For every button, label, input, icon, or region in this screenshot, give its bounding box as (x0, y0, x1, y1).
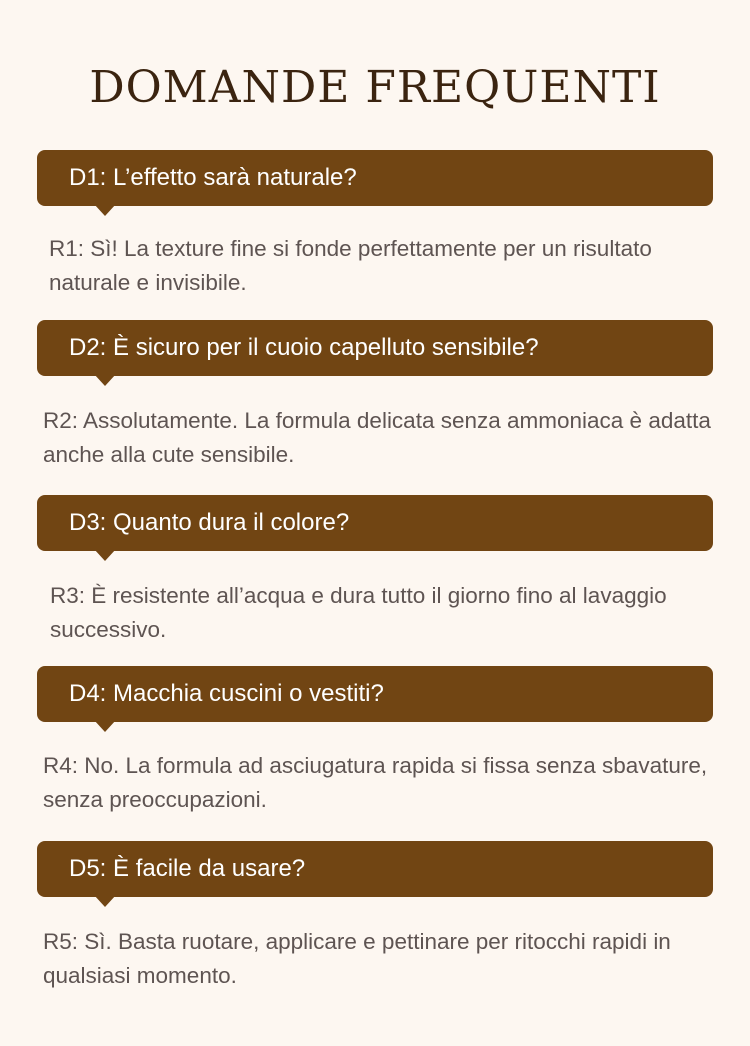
faq-answer-4: R4: No. La formula ad asciugatura rapida si fissa senza sbavature, senza preoccupazioni. (43, 753, 708, 812)
faq-question-4[interactable]: D4: Macchia cuscini o vestiti? (37, 666, 713, 722)
faq-answer-3: R3: È resistente all’acqua e dura tutto il giorno fino al lavaggio successivo. (50, 583, 667, 642)
faq-answer-5: R5: Sì. Basta ruotare, applicare e pettinare per ritocchi rapidi in qualsiasi momento. (43, 929, 671, 988)
question-pointer-icon (94, 374, 116, 386)
faq-answer-2: R2: Assolutamente. La formula delicata senza ammoniaca è adatta anche alla cute sensibile. (43, 408, 711, 467)
faq-question-2[interactable]: D2: È sicuro per il cuoio capelluto sensibile? (37, 320, 713, 376)
page-title: DOMANDE FREQUENTI (89, 62, 661, 113)
question-pointer-icon (94, 549, 116, 561)
faq-question-1[interactable]: D1: L’effetto sarà naturale? (37, 150, 713, 206)
faq-question-5[interactable]: D5: È facile da usare? (37, 841, 713, 897)
question-pointer-icon (94, 720, 116, 732)
faq-question-3[interactable]: D3: Quanto dura il colore? (37, 495, 713, 551)
question-pointer-icon (94, 895, 116, 907)
faq-answer-1: R1: Sì! La texture fine si fonde perfettamente per un risultato naturale e invisibile. (49, 236, 652, 295)
question-pointer-icon (94, 204, 116, 216)
